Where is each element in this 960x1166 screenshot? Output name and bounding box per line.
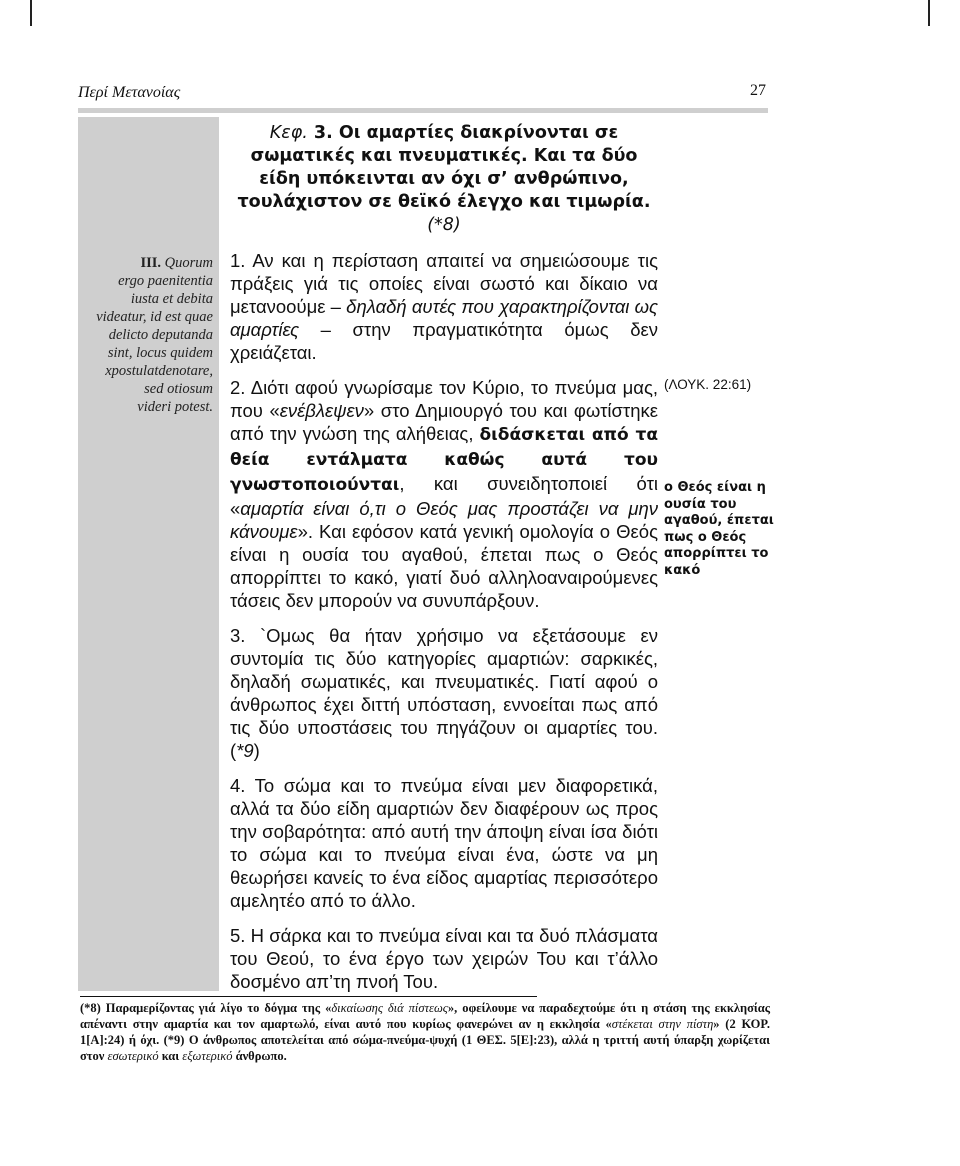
- paragraph-2: 2. Διότι αφού γνωρίσαμε τον Κύριο, το πνεύμα μας, που «ενέβλεψεν» στο Δημιουργό του και φωτίστηκε από την γνώση της αλήθειας, διδάσκεται από τα θεία εντάλματα καθώς αυτά του γνωστοποιούνται, και συνειδητοποιεί ότι «αμαρτία είναι ό,τι ο Θεός μας προστάζει να μην κάνουμε». Και εφόσον κατά γενική ομολογία ο Θεός είναι η ουσία του αγαθού, έπεται πως ο Θεός απορρίπτει το κακό, γιατί δυό αλληλοαναιρούμενες τάσεις δεν μπορούν να συνυπάρξουν.: [230, 377, 659, 611]
- latin-line: iusta et debita: [130, 291, 213, 307]
- chapter-heading: 3. Οι αμαρτίες διακρίνονται σε σωματικές και πνευματικές. Και τα δύο είδη υπόκεινται αν όχι σ’ ανθρώπινο, τουλάχιστον σε θεϊκό έλεγχο και τιμωρία.: [237, 123, 651, 212]
- running-title: Περί Μετανοίας: [78, 84, 181, 101]
- page-number: 27: [750, 82, 766, 99]
- latin-line: sed otiosum: [144, 381, 213, 397]
- latin-line: delicto deputanda: [108, 327, 213, 343]
- chapter-title: [230, 122, 658, 237]
- side-reference: (ΛΟΥΚ. 22:61): [664, 377, 752, 392]
- paragraph-5: 5. Η σάρκα και το πνεύμα είναι και τα δυό πλάσματα του Θεού, το ένα έργο των χειρών Του και τ’άλλο δοσμένο απ’τη πνοή Του.: [230, 925, 658, 992]
- paragraph-1: 1. Αν και η περίσταση απαιτεί να σημειώσουμε τις πράξεις γιά τις οποίες είναι σωστό και δίκαιο να μετανοούμε – δηλαδή αυτές που χαρακτηρίζονται ως αμαρτίες – στην πραγματικότητα όμως δεν χρειάζεται.: [230, 250, 658, 363]
- latin-line: ergo paenitentia: [118, 273, 213, 289]
- chapter-prefix: Κεφ.: [269, 123, 308, 143]
- crop-mark-right: [928, 0, 930, 26]
- margin-column: [78, 117, 219, 991]
- side-note: ο Θεός είναι η ουσία του αγαθού, έπεται πως ο Θεός απορρίπτει το κακό: [664, 480, 774, 578]
- paragraph-3: 3. `Ομως θα ήταν χρήσιμο να εξετάσουμε εν συντομία τις δύο κατηγορίες αμαρτιών: σαρκικές, δηλαδή σωματικές, και πνευματικές. Γιατί αφού ο άνθρωπος έχει διττή υπόσταση, εννοείται πως από τις δύο υποστάσεις του πηγάζουν οι αμαρτίες του. (*9): [230, 625, 658, 761]
- latin-line: videatur, id est quae: [96, 309, 213, 325]
- chapter-note-ref: (*8): [427, 215, 461, 235]
- footnote-rule: [80, 996, 537, 997]
- latin-line: sint, locus quidem: [107, 345, 213, 361]
- latin-section-number: III.: [140, 255, 162, 271]
- footnote: (*8) Παραμερίζοντας γιά λίγο το δόγμα της «δικαίωσης διά πίστεως», οφείλουμε να παραδεχτούμε ότι η στάση της εκκλησίας απέναντι στην αμαρτία και τον αμαρτωλό, είναι αυτό που κυρίως φανερώνει αν η εκκλησία «στέκεται στην πίστη» (2 ΚΟΡ. 1[Α]:24) ή όχι. (*9) Ο άνθρωπος αποτελείται από σώμα-πνεύμα-ψυχή (1 ΘΕΣ. 5[Ε]:23), αλλά η τριττή αυτή ύπαρξη χωρίζεται στον εσωτερικό και εξωτερικό άνθρωπο.: [80, 1001, 771, 1063]
- paragraph-4: 4. Το σώμα και το πνεύμα είναι μεν διαφορετικά, αλλά τα δύο είδη αμαρτιών δεν διαφέρουν ως προς την σοβαρότητα: από αυτή την άποψη είναι ίσα διότι το σώμα και το πνεύμα είναι ένα, ώστε να μη θεωρήσει κανείς το ένα είδος αμαρτίας περισσότερο αμελητέο από το άλλο.: [230, 775, 658, 911]
- main-text: [230, 122, 658, 1005]
- latin-line: videri potest.: [137, 399, 213, 415]
- latin-line: xpostulatdenotare,: [105, 363, 213, 379]
- header-rule: [78, 108, 768, 113]
- latin-margin-text: [78, 254, 213, 416]
- latin-line: Quorum: [164, 255, 213, 271]
- crop-mark-left: [30, 0, 32, 26]
